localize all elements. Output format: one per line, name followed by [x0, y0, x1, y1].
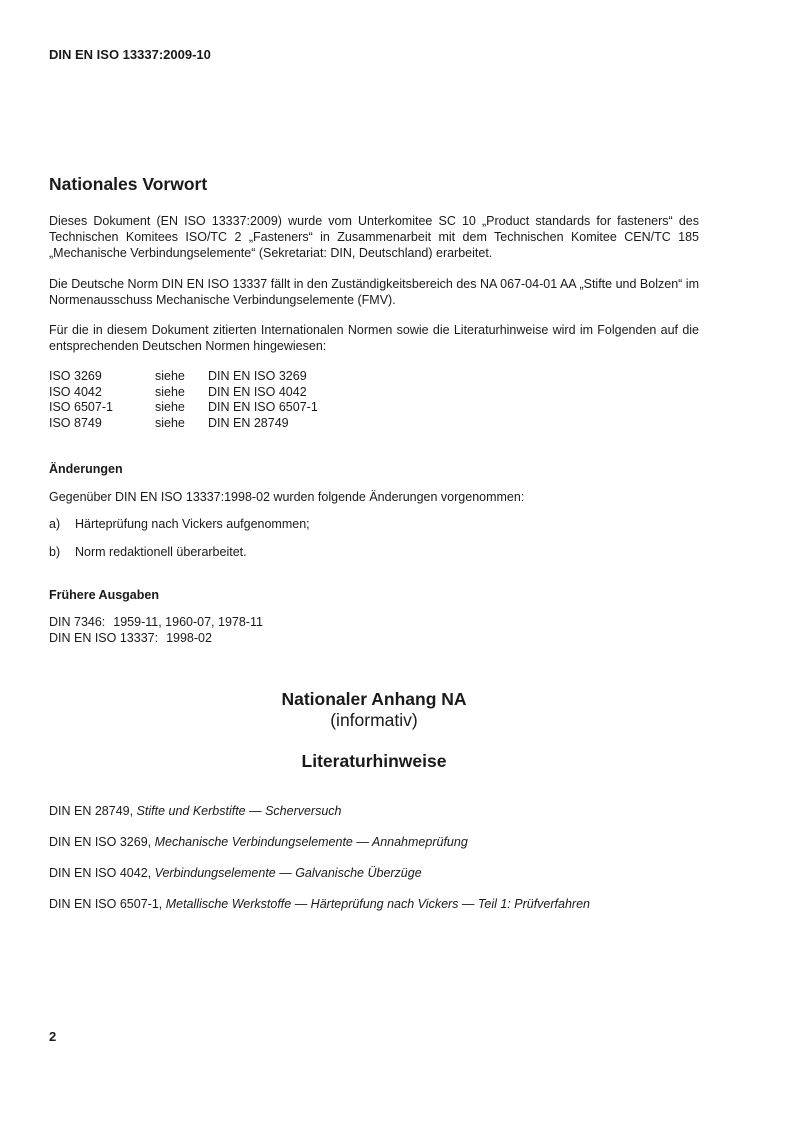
fruehere-ausgaben-list [49, 615, 263, 646]
bibliography-ref: DIN EN 28749, [49, 804, 137, 818]
reference-iso: ISO 4042 [49, 384, 102, 399]
fruehere-ausgaben-heading: Frühere Ausgaben [49, 588, 159, 602]
edition-label: DIN EN ISO 13337: [49, 630, 159, 645]
reference-din: DIN EN ISO 4042 [208, 384, 307, 399]
aenderungen-heading: Änderungen [49, 462, 123, 476]
edition-label: DIN 7346: [49, 615, 106, 629]
bibliography-entry [49, 835, 468, 849]
reference-row [49, 385, 318, 401]
change-item [49, 545, 247, 559]
edition-value: 1998-02 [166, 630, 212, 645]
literaturhinweise-heading: Literaturhinweise [301, 751, 447, 771]
reference-see: siehe [155, 369, 185, 383]
nationales-vorwort-heading: Nationales Vorwort [49, 174, 208, 194]
bibliography-ref: DIN EN ISO 3269, [49, 835, 155, 849]
reference-row [49, 369, 318, 385]
annex-heading: Nationaler Anhang NA [281, 689, 467, 709]
bibliography-ref: DIN EN ISO 6507-1, [49, 897, 166, 911]
bibliography-ref: DIN EN ISO 4042, [49, 866, 155, 880]
change-item [49, 517, 310, 531]
bibliography-title: Metallische Werkstoffe — Härteprüfung nach Vickers — Teil 1: Prüfverfahren [165, 897, 590, 911]
reference-iso: ISO 3269 [49, 369, 102, 383]
reference-din: DIN EN ISO 6507-1 [208, 400, 318, 414]
bibliography-title: Mechanische Verbindungselemente — Annahmeprüfung [154, 835, 468, 849]
reference-din: DIN EN ISO 3269 [208, 369, 307, 383]
reference-see: siehe [155, 400, 185, 414]
edition-row [49, 615, 263, 631]
reference-row [49, 400, 318, 416]
reference-row [49, 416, 318, 432]
vorwort-paragraph-3: Für die in diesem Dokument zitierten Internationalen Normen sowie die Literaturhinweise wird im Folgenden auf die entsprechenden Deutschen Normen hingewiesen: [49, 323, 699, 353]
aenderungen-intro: Gegenüber DIN EN ISO 13337:1998-02 wurden folgende Änderungen vorgenommen: [49, 490, 525, 504]
reference-din: DIN EN 28749 [208, 415, 289, 430]
reference-table [49, 369, 318, 431]
document-id-header: DIN EN ISO 13337:2009-10 [49, 47, 211, 62]
change-item-marker: b) [49, 545, 61, 559]
annex-subtitle: (informativ) [330, 710, 418, 730]
vorwort-paragraph-2: Die Deutsche Norm DIN EN ISO 13337 fällt in den Zuständigkeitsbereich des NA 067-04-01 AA „Stifte und Bolzen“ im Normenausschuss Mechanische Verbindungselemente (FMV). [49, 277, 699, 307]
edition-value: 1959-11, 1960-07, 1978-11 [113, 615, 263, 629]
reference-see: siehe [155, 384, 185, 399]
bibliography-title: Verbindungselemente — Galvanische Überzüge [154, 866, 422, 880]
reference-iso: ISO 8749 [49, 415, 102, 430]
vorwort-paragraph-1: Dieses Dokument (EN ISO 13337:2009) wurde vom Unterkomitee SC 10 „Product standards for fasteners“ des Technischen Komitees ISO/TC 2 „Fasteners“ in Zusammenarbeit mit dem Technischen Komitee CEN/TC 185 „Mechanische Verbindungselemente“ (Sekretariat: DIN, Deutschland) erarbeitet. [49, 214, 699, 260]
page-number: 2 [49, 1029, 57, 1044]
bibliography-title: Stifte und Kerbstifte — Scherversuch [136, 804, 342, 818]
bibliography-entry [49, 804, 342, 818]
change-item-text: Norm redaktionell überarbeitet. [75, 545, 247, 559]
bibliography-entry [49, 866, 422, 880]
edition-row [49, 631, 263, 647]
reference-see: siehe [155, 415, 185, 430]
change-item-marker: a) [49, 517, 61, 531]
bibliography-entry [49, 897, 590, 911]
reference-iso: ISO 6507-1 [49, 400, 113, 414]
change-item-text: Härteprüfung nach Vickers aufgenommen; [75, 517, 310, 531]
